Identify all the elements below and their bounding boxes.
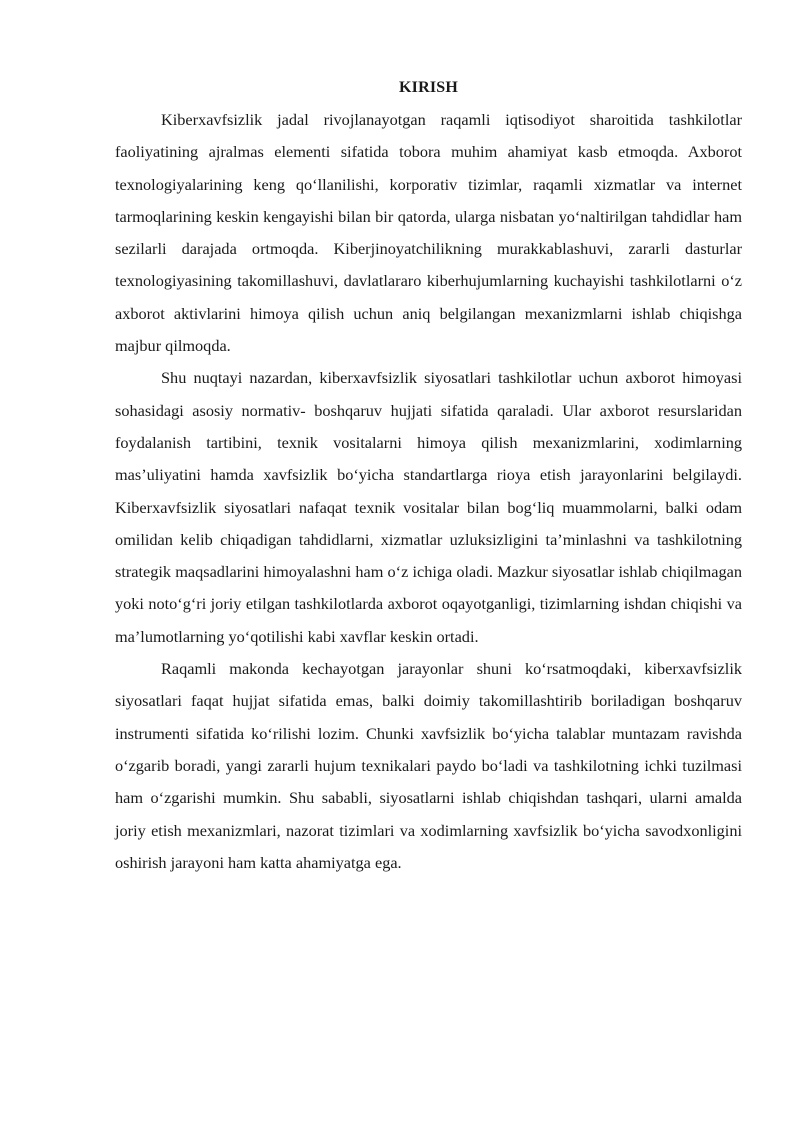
- document-page: [115, 72, 742, 879]
- paragraph-3: Raqamli makonda kechayotgan jarayonlar shuni ko‘rsatmoqdaki, kiberxavfsizlik siyosatlari faqat hujjat sifatida emas, balki doimiy takomillashtirib boriladigan boshqaruv instrumenti sifatida ko‘rilishi lozim. Chunki xavfsizlik bo‘yicha talablar muntazam ravishda o‘zgarib boradi, yangi zararli hujum texnikalari paydo bo‘ladi va tashkilotning ichki tuzilmasi ham o‘zgarishi mumkin. Shu sababli, siyosatlarni ishlab chiqishdan tashqari, ularni amalda joriy etish mexanizmlari, nazorat tizimlari va xodimlarning xavfsizlik bo‘yicha savodxonligini oshirish jarayoni ham katta ahamiyatga ega.: [115, 659, 742, 872]
- paragraph-2: Shu nuqtayi nazardan, kiberxavfsizlik siyosatlari tashkilotlar uchun axborot himoyasi sohasidagi asosiy normativ- boshqaruv hujjati sifatida qaraladi. Ular axborot resurslaridan foydalanish tartibini, texnik vositalarni himoya qilish mexanizmlarini, xodimlarning mas’uliyatini hamda xavfsizlik bo‘yicha standartlarga rioya etish jarayonlarini belgilaydi. Kiberxavfsizlik siyosatlari nafaqat texnik vositalar bilan bog‘liq muammolarni, balki odam omilidan kelib chiqadigan tahdidlarni, xizmatlar uzluksizligini ta’minlashni va tashkilotning strategik maqsadlarini himoyalashni ham o‘z ichiga oladi. Mazkur siyosatlar ishlab chiqilmagan yoki noto‘g‘ri joriy etilgan tashkilotlarda axborot oqayotganligi, tizimlarning ishdan chiqishi va ma’lumotlarning yo‘qotilishi kabi xavflar keskin ortadi.: [115, 368, 742, 646]
- section-title: KIRISH: [399, 79, 458, 96]
- paragraph-1: Kiberxavfsizlik jadal rivojlanayotgan raqamli iqtisodiyot sharoitida tashkilotlar faoliyatining ajralmas elementi sifatida tobora muhim ahamiyat kasb etmoqda. Axborot texnologiyalarining keng qo‘llanilishi, korporativ tizimlar, raqamli xizmatlar va internet tarmoqlarining keskin kengayishi bilan bir qatorda, ularga nisbatan yo‘naltirilgan tahdidlar ham sezilarli darajada ortmoqda. Kiberjinoyatchilikning murakkablashuvi, zararli dasturlar texnologiyasining takomillashuvi, davlatlararo kiberhujumlarning kuchayishi tashkilotlarni o‘z axborot aktivlarini himoya qilish uchun aniq belgilangan mexanizmlarni ishlab chiqishga majbur qilmoqda.: [115, 110, 742, 356]
